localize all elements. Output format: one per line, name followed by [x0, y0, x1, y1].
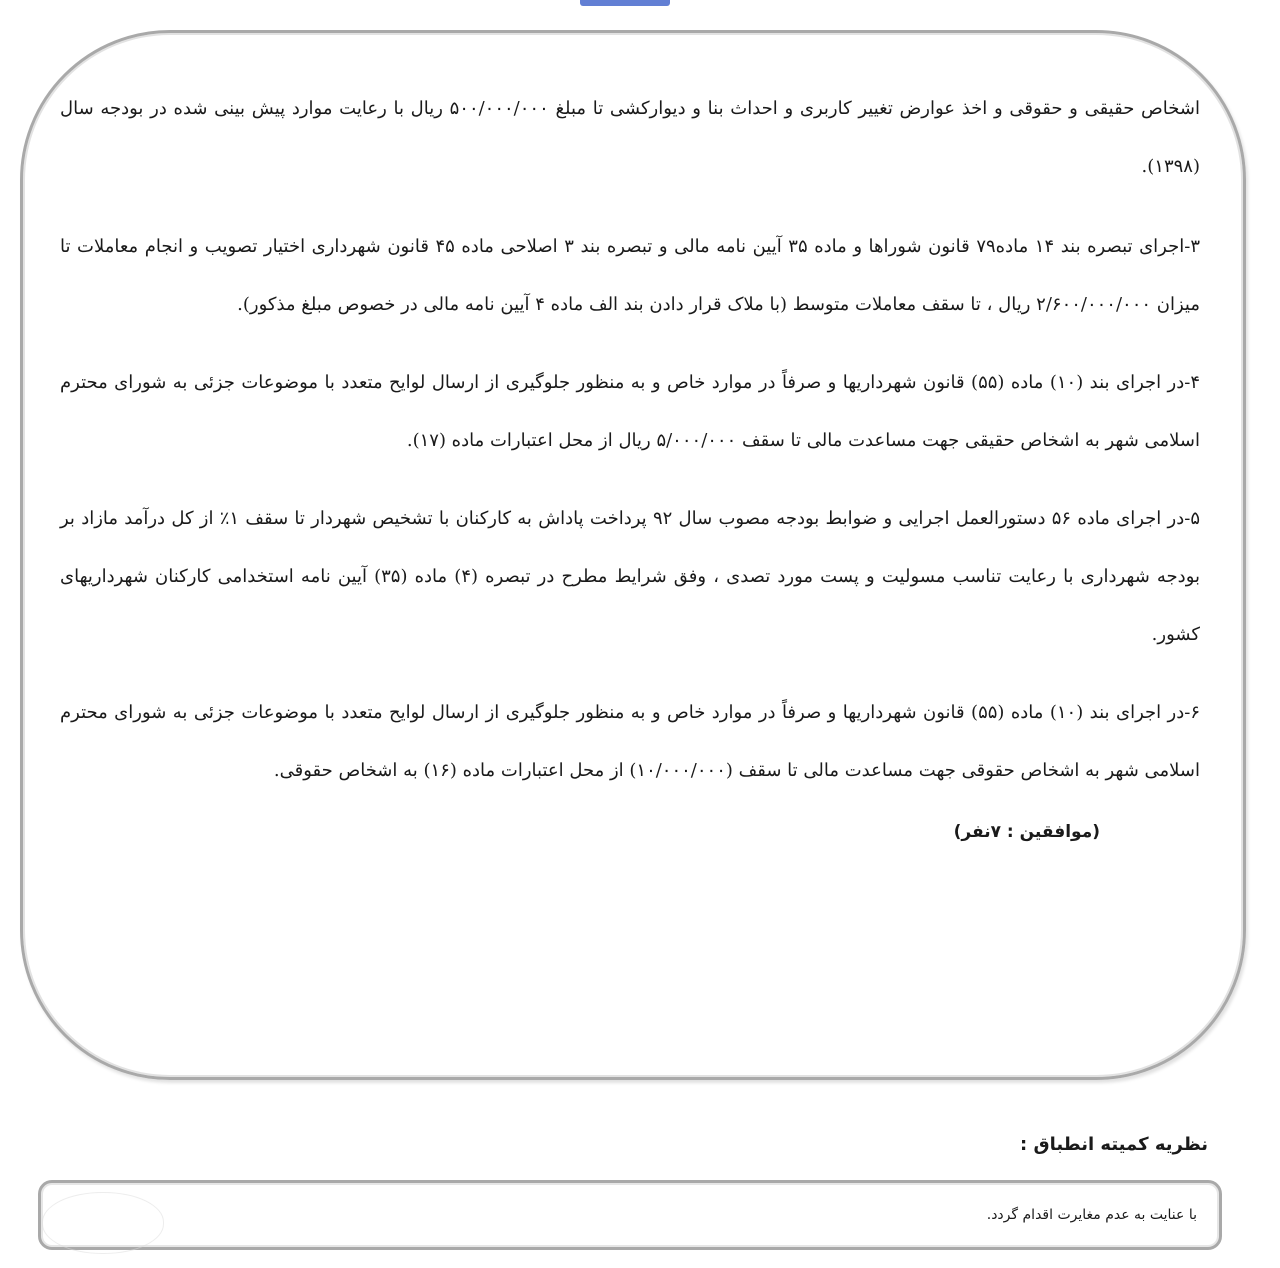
paragraph-item-5: ۵-در اجرای ماده ۵۶ دستورالعمل اجرایی و ضوابط بودجه مصوب سال ۹۲ پرداخت پاداش به کارکنان با تشخیص شهردار تا سقف ۱٪ از کل درآمد مازاد بر بودجه شهرداری با رعایت تناسب مسولیت و پست مورد تصدی ، وفق شرایط مطرح در تبصره (۴) ماده (۳۵) آیین نامه استخدامی کارکنان شهرداریهای کشور. [60, 508, 1201, 645]
committee-opinion-title: نظریه کمیته انطباق : [1020, 1134, 1208, 1155]
committee-opinion-text: با عنایت به عدم مغایرت اقدام گردد. [986, 1207, 1197, 1223]
top-header-mark [580, 0, 670, 6]
paragraph-continuation: اشخاص حقیقی و حقوقی و اخذ عوارض تغییر کاربری و احداث بنا و دیوارکشی تا مبلغ ۵۰۰/۰۰۰/۰۰۰ ریال با رعایت موارد پیش بینی شده در بودجه سال (۱۳۹۸). [60, 98, 1200, 177]
resolution-body [60, 80, 1200, 852]
approval-votes: (موافقین : ۷نفر) [953, 822, 1100, 842]
faint-stamp-mark [42, 1192, 164, 1254]
committee-opinion-box [38, 1180, 1222, 1250]
paragraph-item-6: ۶-در اجرای بند (۱۰) ماده (۵۵) قانون شهرداریها و صرفاً در موارد خاص و به منظور جلوگیری از ارسال لوایح متعدد با موضوعات جزئی به شورای محترم اسلامی شهر به اشخاص حقوقی جهت مساعدت مالی تا سقف (۱۰/۰۰۰/۰۰۰) از محل اعتبارات ماده (۱۶) به اشخاص حقوقی. [60, 702, 1201, 781]
paragraph-item-3: ۳-اجرای تبصره بند ۱۴ ماده۷۹ قانون شوراها و ماده ۳۵ آیین نامه مالی و تبصره بند ۳ اصلاحی ماده ۴۵ قانون شهرداری اختیار تصویب و انجام معاملات تا میزان ۲/۶۰۰/۰۰۰/۰۰۰ ریال ، تا سقف معاملات متوسط (با ملاک قرار دادن بند الف ماده ۴ آیین نامه مالی در خصوص مبلغ مذکور). [60, 236, 1200, 315]
paragraph-item-4: ۴-در اجرای بند (۱۰) ماده (۵۵) قانون شهرداریها و صرفاً در موارد خاص و به منظور جلوگیری از ارسال لوایح متعدد با موضوعات جزئی به شورای محترم اسلامی شهر به اشخاص حقیقی جهت مساعدت مالی تا سقف ۵/۰۰۰/۰۰۰ ریال از محل اعتبارات ماده (۱۷). [60, 372, 1201, 451]
